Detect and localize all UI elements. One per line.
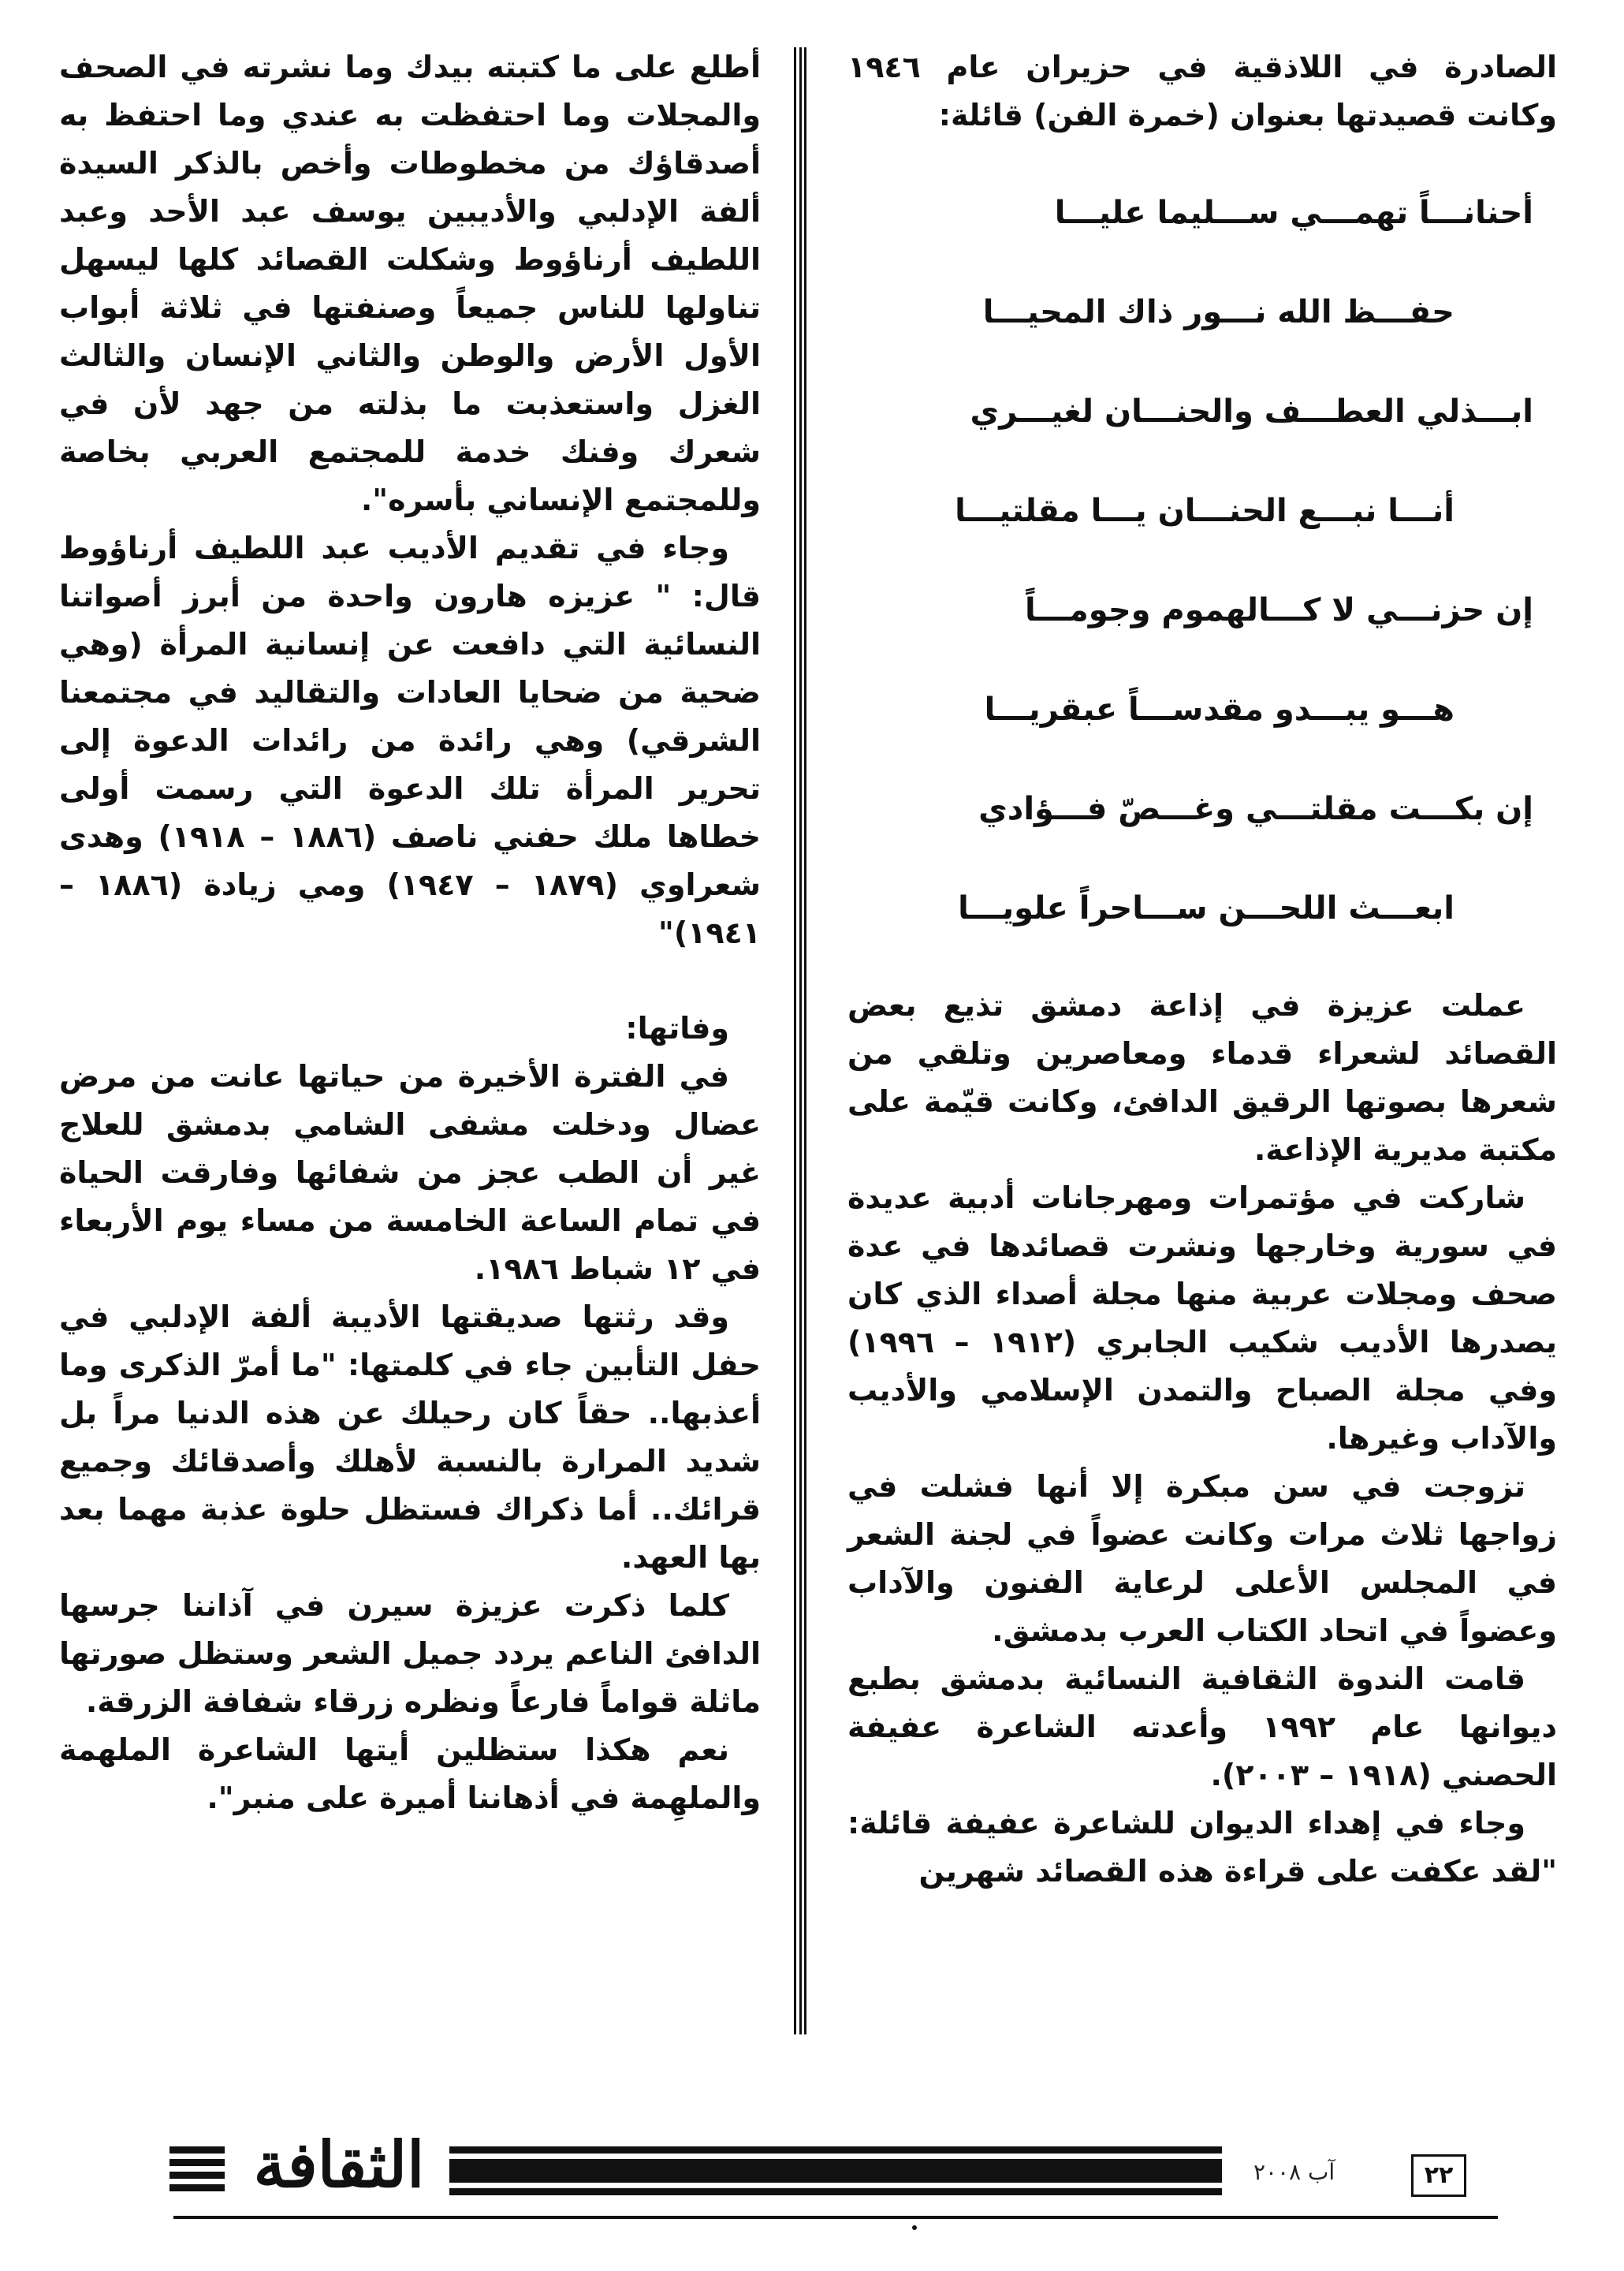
body-paragraph: وقد رثتها صديقتها الأديبة ألفة الإدلبي في حفل التأبين جاء في كلمتها: "ما أمرّ الذكرى وما أعذبها.. حقاً كان رحيلك عن هذه الدنيا مراً بل شديد المرارة بالنسبة لأهلك وأصدقائك وجميع قرائك.. أما ذكراك فستظل حلوة عذبة مهما بعد بها العهد.: [59, 1300, 761, 1575]
spacer: [59, 957, 761, 1005]
left-column: [59, 43, 761, 2030]
issue-date: آب ٢٠٠٨: [1253, 2159, 1335, 2185]
body-paragraph: وجاء في إهداء الديوان للشاعرة عفيفة قائلة: "لقد عكفت على قراءة هذه القصائد شهرين: [847, 1806, 1557, 1889]
page-number: ٢٢: [1411, 2154, 1466, 2197]
body-paragraph: وجاء في تقديم الأديب عبد اللطيف أرناؤوط قال: " عزيزه هارون واحدة من أبرز أصواتنا النسائية التي دافعت عن إنسانية المرأة (وهي ضحية من ضحايا العادات والتقاليد في مجتمعنا الشرقي) وهي رائدة من رائدات الدعوة إلى تحرير المرأة تلك الدعوة التي رسمت أولى خطاها ملك حفني ناصف (١٨٨٦ – ١٩١٨) وهدى شعراوي (١٨٧٩ – ١٩٤٧) ومي زيادة (١٨٨٦ – ١٩٤١)": [59, 531, 762, 950]
body-paragraph: تزوجت في سن مبكرة إلا أنها فشلت في زواجها ثلاث مرات وكانت عضواً في لجنة الشعر في المجلس الأعلى لرعاية الفنون والآداب وعضواً في اتحاد الكتاب العرب بدمشق.: [847, 1469, 1557, 1648]
footer-dot: [912, 2225, 917, 2230]
poem-verse: أحنانـــاً تهمـــي ســـليما عليـــا: [1054, 195, 1533, 231]
body-paragraph: قامت الندوة الثقافية النسائية بدمشق بطبع ديوانها عام ١٩٩٢ وأعدته الشاعرة عفيفة الحصني (١٩١٨ – ٢٠٠٣).: [847, 1661, 1558, 1792]
body-paragraph: في الفترة الأخيرة من حياتها عانت من مرض عضال ودخلت مشفى الشامي بدمشق للعلاج غير أن الطب عجز من شفائها وفارقت الحياة في تمام الساعة الخامسة من مساء يوم الأربعاء في ١٢ شباط ١٩٨٦.: [59, 1059, 761, 1286]
poem-verse: ابعـــث اللحـــن ســـاحراً علويـــا: [958, 890, 1455, 927]
poem-verse: إن حزنـــي لا كـــالهموم وجومـــاً: [1024, 592, 1533, 628]
body-paragraph: عملت عزيزة في إذاعة دمشق تذيع بعض القصائد لشعراء قدماء ومعاصرين وتلقي من شعرها بصوتها الرقيق الدافئ، وكانت قيّمة على مكتبة مديرية الإذاعة.: [847, 988, 1557, 1167]
body-paragraph: شاركت في مؤتمرات ومهرجانات أدبية عديدة في سورية وخارجها ونشرت قصائدها في عدة صحف ومجلات عربية منها مجلة أصداء الذي كان يصدرها الأديب شكيب الجابري (١٩١٢ – ١٩٩٦) وفي مجلة الصباح والتمدن الإسلامي والأديب والآداب وغيرها.: [847, 1180, 1557, 1456]
body-paragraph: نعم هكذا ستظلين أيتها الشاعرة الملهمة والملهِمة في أذهاننا أميرة على منبر".: [59, 1732, 761, 1815]
right-column: [847, 43, 1557, 2030]
body-paragraph: كلما ذكرت عزيزة سيرن في آذاننا جرسها الدافئ الناعم يردد جميل الشعر وستظل صورتها ماثلة قواماً فارعاً ونظره زرقاء شفافة الزرقة.: [59, 1588, 761, 1719]
footer-bars: [449, 2146, 1222, 2201]
footer-bars-left: [169, 2146, 225, 2197]
magazine-logo: الثقافة: [253, 2127, 425, 2202]
column-divider: [794, 47, 806, 2034]
poem-verse: إن بكـــت مقلتـــي وغـــصّ فـــؤادي: [978, 791, 1533, 827]
poem-verse: أنـــا نبـــع الحنـــان يـــا مقلتيـــا: [955, 493, 1455, 529]
body-paragraph: أطلع على ما كتبته بيدك وما نشرته في الصحف والمجلات وما احتفظت به عندي وما احتفظ به أصدقاؤك من مخطوطات وأخص بالذكر السيدة ألفة الإدلبي والأديبين يوسف عبد الأحد وعبد اللطيف أرناؤوط وشكلت القصائد كلها ليسهل تناولها للناس جميعاً وصنفتها في ثلاثة أبواب الأول الأرض والوطن والثاني الإنسان والثالث الغزل واستعذبت ما بذلته من جهد لأن في شعرك وفنك خدمة للمجتمع العربي بخاصة وللمجتمع الإنساني بأسره".: [59, 50, 761, 517]
poem-verse: ابـــذلي العطـــف والحنـــان لغيـــري: [970, 393, 1533, 430]
section-heading: وفاتها:: [625, 1011, 729, 1046]
footer-rule: [173, 2216, 1498, 2219]
poem-verse: هـــو يبـــدو مقدســـاً عبقريـــا: [984, 692, 1455, 728]
poem: [847, 163, 1557, 958]
poem-verse: حفـــظ الله نـــور ذاك المحيـــا: [982, 294, 1455, 330]
intro-paragraph: الصادرة في اللاذقية في حزيران عام ١٩٤٦ وكانت قصيدتها بعنوان (خمرة الفن) قائلة:: [847, 50, 1557, 132]
